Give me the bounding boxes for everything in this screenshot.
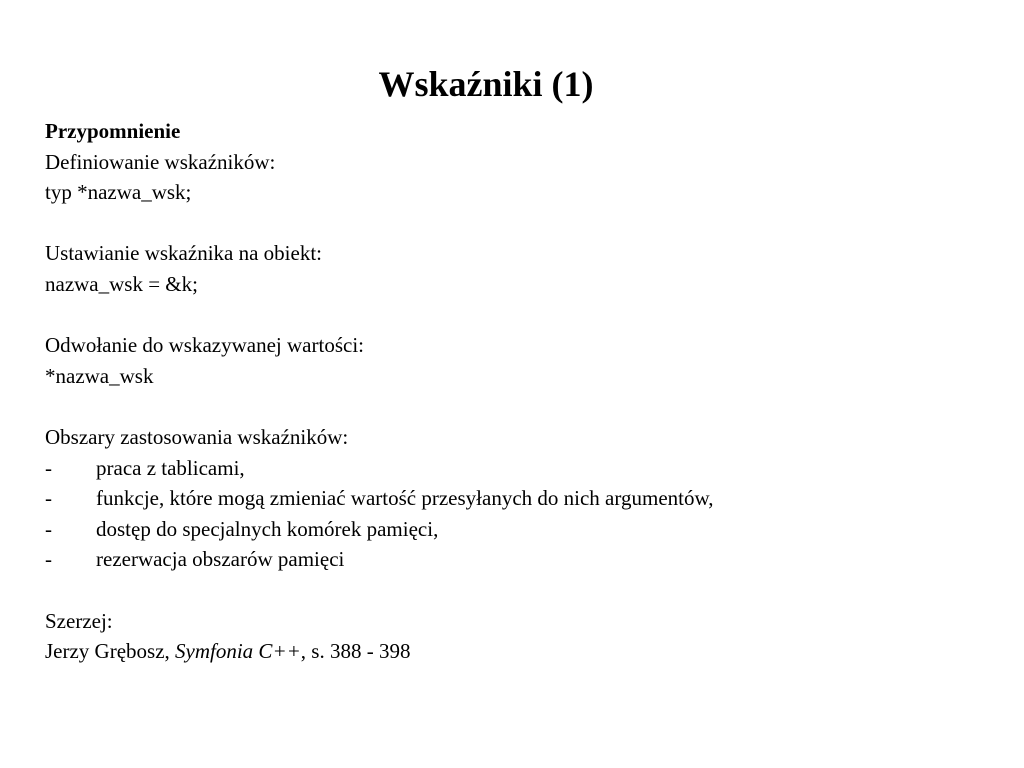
spacer — [45, 391, 1005, 422]
bullet-dash: - — [45, 547, 52, 572]
reference-pages: , s. 388 - 398 — [300, 639, 411, 664]
section-heading: Przypomnienie — [45, 119, 181, 143]
list-item-text: praca z tablicami, — [96, 455, 245, 480]
assignment-label: Ustawianie wskaźnika na obiekt: — [45, 241, 322, 266]
reference-book-title: Symfonia C++ — [175, 639, 301, 664]
definition-code: typ *nazwa_wsk; — [45, 180, 192, 205]
definition-label: Definiowanie wskaźników: — [45, 149, 276, 174]
reference-author: Jerzy Grębosz, — [45, 639, 176, 664]
slide-content — [45, 116, 1005, 667]
bullet-dash: - — [45, 455, 52, 480]
dereference-code: *nazwa_wsk — [45, 363, 154, 388]
reference-label: Szerzej: — [45, 608, 113, 633]
list-item — [45, 514, 1005, 545]
bullet-dash: - — [45, 516, 52, 541]
slide-title: Wskaźniki (1) — [378, 64, 594, 104]
spacer — [45, 575, 1005, 606]
bullet-dash: - — [45, 486, 52, 511]
list-item — [45, 483, 1005, 514]
reference-citation — [45, 636, 1005, 667]
uses-label: Obszary zastosowania wskaźników: — [45, 424, 349, 449]
assignment-code: nazwa_wsk = &k; — [45, 271, 198, 296]
list-item — [45, 453, 1005, 484]
list-item-text: rezerwacja obszarów pamięci — [96, 547, 345, 572]
list-item-text: dostęp do specjalnych komórek pamięci, — [96, 516, 439, 541]
list-item-text: funkcje, które mogą zmieniać wartość przesyłanych do nich argumentów, — [96, 486, 714, 511]
dereference-label: Odwołanie do wskazywanej wartości: — [45, 333, 364, 358]
spacer — [45, 208, 1005, 239]
list-item — [45, 544, 1005, 575]
spacer — [45, 300, 1005, 331]
